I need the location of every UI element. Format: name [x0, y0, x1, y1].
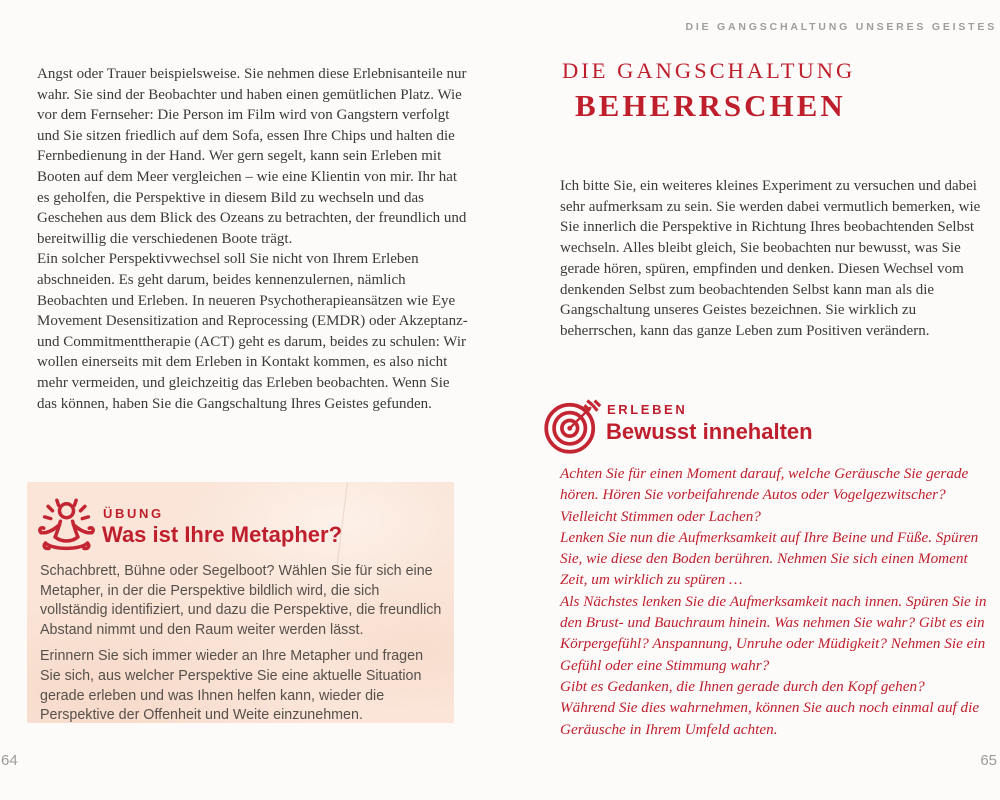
paragraph: Lenken Sie nun die Aufmerksamkeit auf Ihre Beine und Füße. Spüren Sie, wie diese den Boden berühren. Nehmen Sie sich einen Moment Zeit, um wirklich zu spüren … [560, 528, 979, 589]
right-body-text [560, 176, 990, 342]
page-number-left: 64 [1, 752, 18, 769]
paragraph: Als Nächstes lenken Sie die Aufmerksamkeit nach innen. Spüren Sie in den Brust- und Bauchraum hinein. Was nehmen Sie wahr? Gibt es ein Körpergefühl? Anspannung, Unruhe oder Müdigkeit? Nehmen Sie ein Gefühl oder eine Stimmung wahr? [560, 592, 987, 674]
chapter-heading-line1: DIE GANGSCHALTUNG [562, 58, 856, 83]
chapter-heading [562, 58, 855, 124]
erleben-kicker: ERLEBEN [607, 402, 688, 417]
exercise-title: Was ist Ihre Metapher? [102, 522, 343, 547]
chapter-heading-line2: BEHERRSCHEN [575, 88, 846, 123]
exercise-text [40, 562, 442, 726]
exercise-box [27, 482, 454, 723]
paragraph: Erinnern Sie sich immer wieder an Ihre Metapher und fragen Sie sich, aus welcher Perspektive Sie eine aktuelle Situation gerade erleben und was Ihnen helfen kann, wieder die Perspektive der Offenheit und Weite einzunehmen. [40, 648, 424, 724]
paragraph: Schachbrett, Bühne oder Segelboot? Wählen Sie für sich eine Metapher, in der die Perspektive bildlich wird, die sich vollständig identifiziert, und dazu die Perspektive, die freundlich Abstand nimmt und den Raum weiter werden lässt. [40, 563, 442, 638]
erleben-text [560, 463, 996, 740]
paragraph: Angst oder Trauer beispielsweise. Sie nehmen diese Erlebnisanteile nur wahr. Sie sind der Beobachter und haben einen gemütlichen Platz. Wie vor dem Fernseher: Die Person im Film wird von Gangstern verfolgt und Sie sitzen friedlich auf dem Sofa, essen Ihre Chips und halten die Fernbedienung in der Hand. Wer gern segelt, kann sein Erleben mit Booten auf dem Meer vergleichen – wie eine Klientin von mir. Ihr hat es geholfen, die Perspektive in diesem Bild zu wechseln und das Geschehen aus dem Blick des Ozeans zu betrachten, der freundlich und bereitwillig die verschiedenen Boote trägt. [37, 66, 467, 247]
paragraph: Gibt es Gedanken, die Ihnen gerade durch den Kopf gehen? [560, 677, 925, 695]
exercise-kicker: ÜBUNG [103, 506, 164, 521]
page-number-right: 65 [980, 752, 997, 769]
target-icon [543, 396, 602, 455]
meditation-icon [35, 495, 98, 558]
left-body-text [37, 64, 473, 414]
paragraph: Während Sie dies wahrnehmen, können Sie auch noch einmal auf die Geräusche in Ihrem Umfeld achten. [560, 699, 980, 738]
paragraph: Ein solcher Perspektivwechsel soll Sie nicht von Ihrem Erleben abschneiden. Es geht darum, beides kennenzulernen, nämlich Beobachten und Erleben. In neueren Psychotherapieansätzen wie Eye Movement Desensitization and Reprocessing (EMDR) oder Akzeptanz- und Commitmenttherapie (ACT) geht es darum, beides zu schulen: Wir wollen einerseits mit dem Erleben in Kontakt kommen, es also nicht mehr vermeiden, und gleichzeitig das Erleben beobachten. Wenn Sie das können, haben Sie die Gangschaltung Ihres Geistes gefunden. [37, 251, 468, 412]
paragraph: Ich bitte Sie, ein weiteres kleines Experiment zu versuchen und dabei sehr aufmerksam zu sein. Sie werden dabei vermutlich bemerken, wie Sie innerlich die Perspektive in Richtung Ihres beobachtenden Selbst wechseln. Alles bleibt gleich, Sie beobachten nur bewusst, was Sie gerade hören, spüren, empfinden und denken. Diesen Wechsel vom denkenden Selbst zum beobachtenden Selbst kann man als die Gangschaltung unseres Geistes bezeichnen. Sie wirklich zu beherrschen, kann das ganze Leben zum Positiven verändern. [560, 178, 981, 339]
running-header: DIE GANGSCHALTUNG UNSERES GEISTES [685, 21, 997, 33]
paragraph: Achten Sie für einen Moment darauf, welche Geräusche Sie gerade hören. Hören Sie vorbeifahrende Autos oder Vogelgezwitscher? Vielleicht Stimmen oder Lachen? [560, 465, 969, 525]
erleben-title: Bewusst innehalten [606, 419, 813, 444]
